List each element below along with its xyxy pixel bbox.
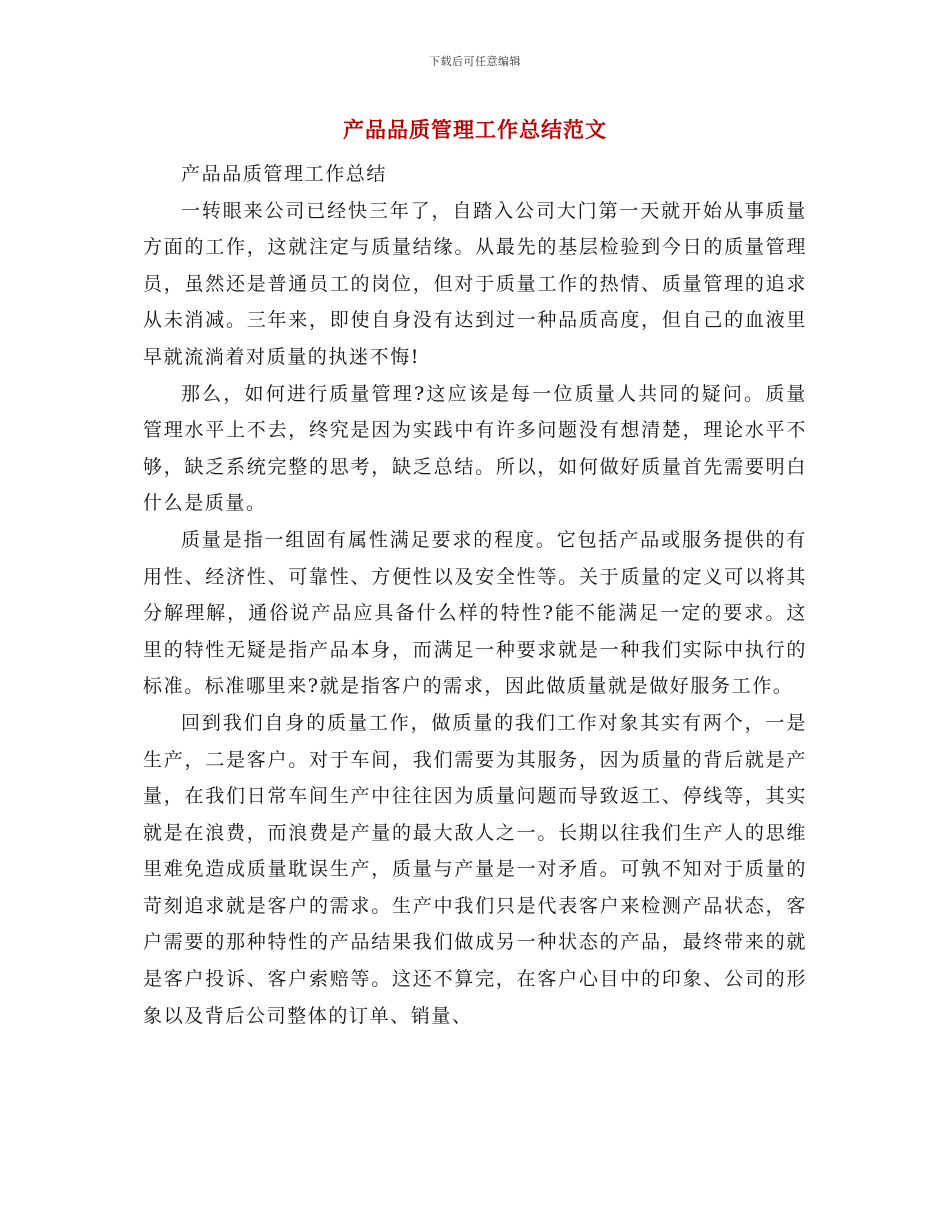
body-paragraph: 一转眼来公司已经快三年了，自踏入公司大门第一天就开始从事质量方面的工作，这就注定与质量结缘。从最先的基层检验到今日的质量管理员，虽然还是普通员工的岗位，但对于质量工作的热情、质量管理的追求从未消减。三年来，即使自身没有达到过一种品质高度，但自己的血液里早就流淌着对质量的执迷不悔! xyxy=(143,199,807,368)
header-note: 下载后可任意编辑 xyxy=(429,55,521,68)
document-body xyxy=(143,156,807,1034)
body-paragraph: 那么，如何进行质量管理?这应该是每一位质量人共同的疑问。质量管理水平上不去，终究是因为实践中有许多问题没有想清楚，理论水平不够，缺乏系统完整的思考，缺乏总结。所以，如何做好质量首先需要明白什么是质量。 xyxy=(143,382,807,515)
section-heading: 产品品质管理工作总结 xyxy=(181,163,388,185)
body-paragraph: 回到我们自身的质量工作，做质量的我们工作对象其实有两个，一是生产，二是客户。对于车间，我们需要为其服务，因为质量的背后就是产量，在我们日常车间生产中往往因为质量问题而导致返工、停线等，其实就是在浪费，而浪费是产量的最大敌人之一。长期以往我们生产人的思维里难免造成质量耽误生产，质量与产量是一对矛盾。可孰不知对于质量的苛刻追求就是客户的需求。生产中我们只是代表客户来检测产品状态，客户需要的那种特性的产品结果我们做成另一种状态的产品，最终带来的就是客户投诉、客户索赔等。这还不算完，在客户心目中的印象、公司的形象以及背后公司整体的订单、销量、 xyxy=(143,711,807,1027)
document-title: 产品品质管理工作总结范文 xyxy=(343,117,607,142)
body-paragraph: 质量是指一组固有属性满足要求的程度。它包括产品或服务提供的有用性、经济性、可靠性、方便性以及安全性等。关于质量的定义可以将其分解理解，通俗说产品应具备什么样的特性?能不能满足一定的要求。这里的特性无疑是指产品本身，而满足一种要求就是一种我们实际中执行的标准。标准哪里来?就是指客户的需求，因此做质量就是做好服务工作。 xyxy=(143,528,807,698)
